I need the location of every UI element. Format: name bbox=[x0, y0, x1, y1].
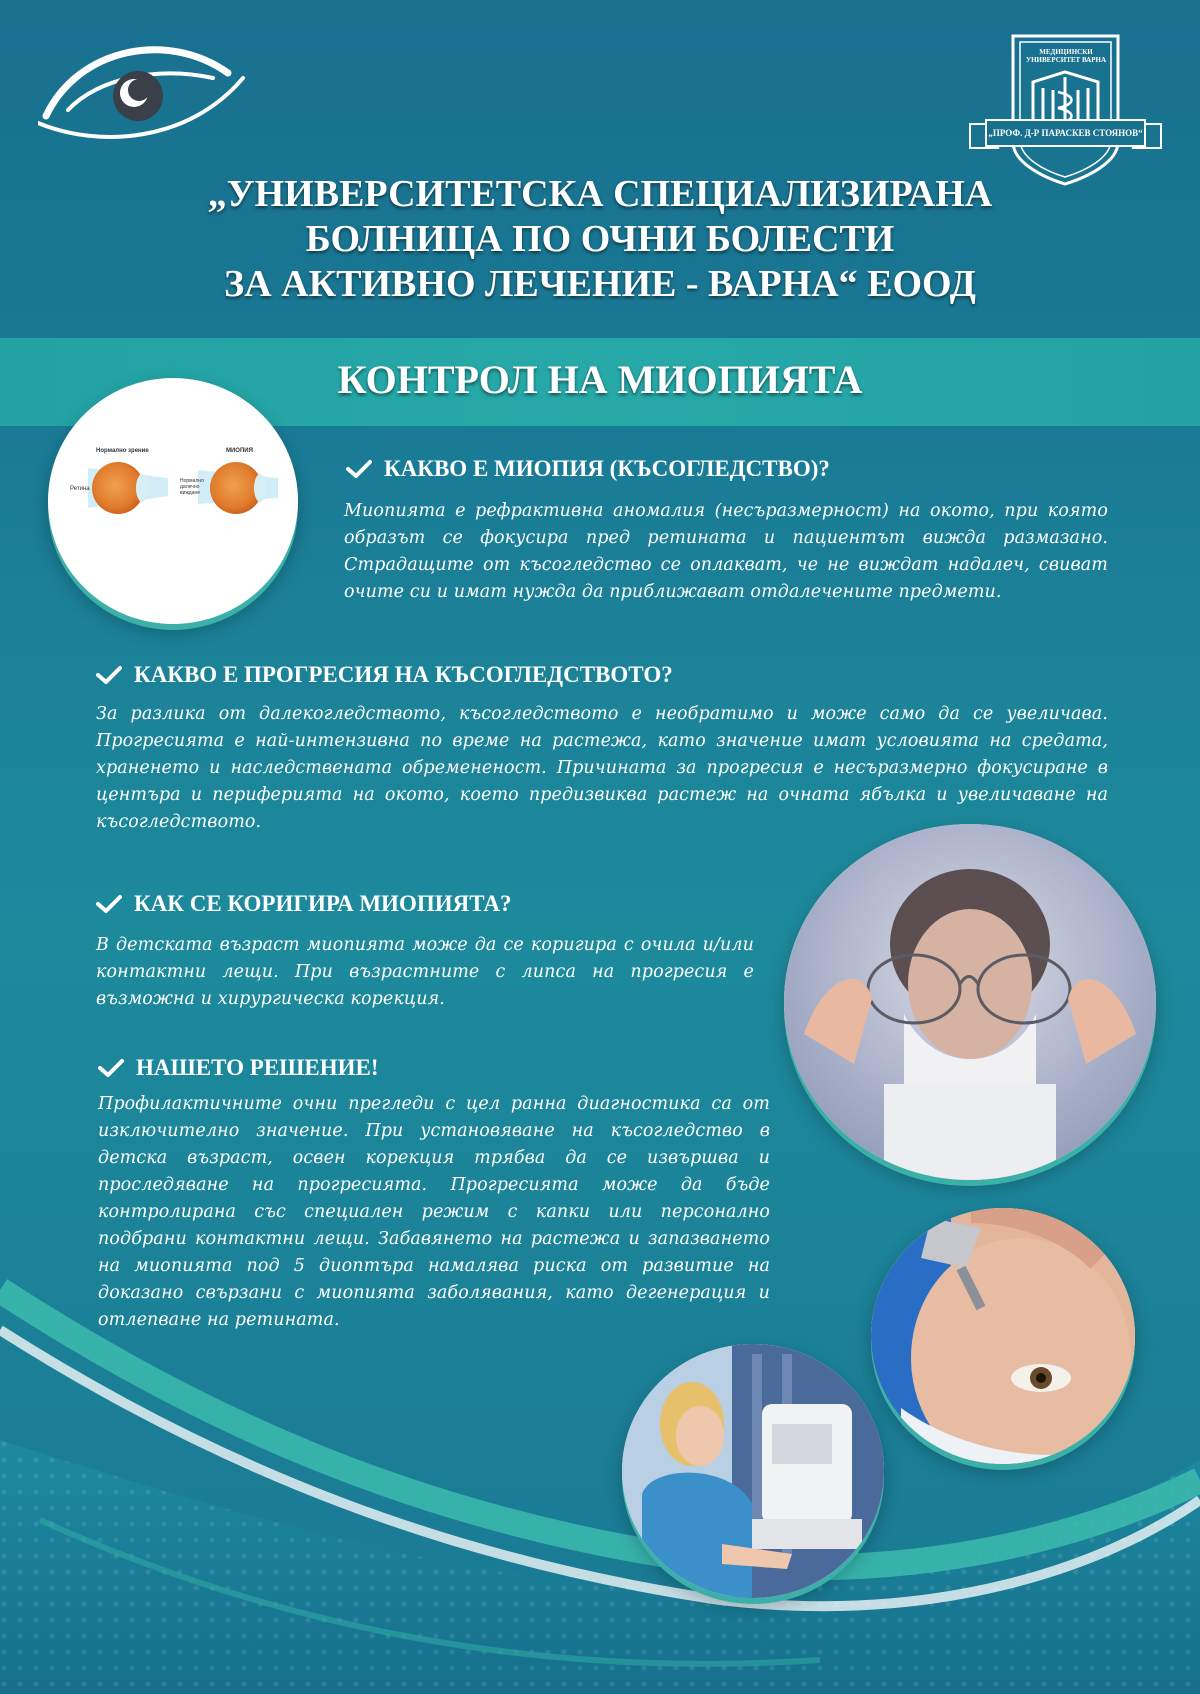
section-4-heading bbox=[98, 1054, 379, 1082]
hospital-title-line-3: ЗА АКТИВНО ЛЕЧЕНИЕ - ВАРНА“ ЕООД bbox=[224, 263, 976, 305]
hospital-title-line-2: БОЛНИЦА ПО ОЧНИ БОЛЕСТИ bbox=[305, 218, 895, 260]
checkmark-icon bbox=[98, 1058, 124, 1078]
seal-ribbon-text: „ПРОФ. Д-Р ПАРАСКЕВ СТОЯНОВ“ bbox=[988, 128, 1143, 138]
doctor-equipment-photo bbox=[622, 1344, 884, 1598]
section-2-heading-text: КАКВО Е ПРОГРЕСИЯ НА КЪСОГЛЕДСТВОТО? bbox=[134, 662, 673, 687]
seal-top-text: МЕДИЦИНСКИ УНИВЕРСИТЕТ ВАРНА bbox=[1025, 48, 1107, 64]
hospital-title bbox=[0, 172, 1200, 307]
university-seal-icon bbox=[968, 32, 1163, 190]
diagram-normal-label: Нормално зрение bbox=[96, 448, 149, 454]
glasses-woman-photo bbox=[784, 824, 1156, 1180]
section-2-text: За разлика от далекогледството, късогледството е необратимо и може само да се увеличава. Прогресията е най-интензивна по време на растежа, като значение имат условията на средата, храненето и наследствената обремененост. Причината за прогресия е несъразмерно фокусиране в центъра и периферията на окото, което предизвиква растеж на очната ябълка и увеличаване на късогледството. bbox=[96, 704, 1108, 832]
section-4-text: Профилактичните очни прегледи с цел ранна диагностика са от изключително значение. При установяване на късогледство в детска възраст, освен корекция трябва да се извършва и проследяване на прогресията. Прогресията може да бъде контролирана със специален режим с капки или персонално подбрани контактни лещи. Забавянето на растежа и запазването на миопията под 5 диоптъра намалява риска от развитие на доказано свързани с миопията заболявания, като дегенерация и отлепване на ретината. bbox=[98, 1094, 770, 1330]
hospital-title-line-1: „УНИВЕРСИТЕТСКА СПЕЦИАЛИЗИРАНА bbox=[207, 173, 993, 215]
section-3-heading bbox=[96, 890, 512, 918]
eye-drops-photo bbox=[871, 1208, 1135, 1464]
section-3-text: В детската възраст миопията може да се коригира с очила и/или контактни лещи. При възрастните с липса на прогресия е възможна и хирургическа корекция. bbox=[96, 935, 754, 1009]
section-1-text: Миопията е рефрактивна аномалия (несъразмерност) на окото, при която образът се фокусира пред ретината и пациентът вижда размазано. Страдащите от късогледство се оплакват, че не виждат надалеч, свиват очите си и имат нужда да приближават отдалечените предмети. bbox=[344, 501, 1108, 602]
checkmark-icon bbox=[346, 459, 372, 479]
section-4-heading-text: НАШЕТО РЕШЕНИЕ! bbox=[136, 1055, 379, 1080]
section-3-heading-text: КАК СЕ КОРИГИРА МИОПИЯТА? bbox=[134, 891, 512, 916]
checkmark-icon bbox=[96, 894, 122, 914]
section-2-heading bbox=[96, 661, 673, 689]
page-title: КОНТРОЛ НА МИОПИЯТА bbox=[337, 357, 863, 402]
checkmark-icon bbox=[96, 665, 122, 685]
section-1-heading-text: КАКВО Е МИОПИЯ (КЪСОГЛЕДСТВО)? bbox=[384, 456, 830, 481]
diagram-myopia-label: МИОПИЯ bbox=[226, 448, 253, 454]
eye-logo-icon bbox=[38, 38, 248, 143]
diagram-blur-label: Нормално далечно виждане bbox=[180, 478, 204, 496]
section-1-heading bbox=[346, 455, 830, 483]
diagram-retina-label: Ретина bbox=[70, 486, 90, 492]
eye-diagram-photo bbox=[48, 378, 298, 624]
